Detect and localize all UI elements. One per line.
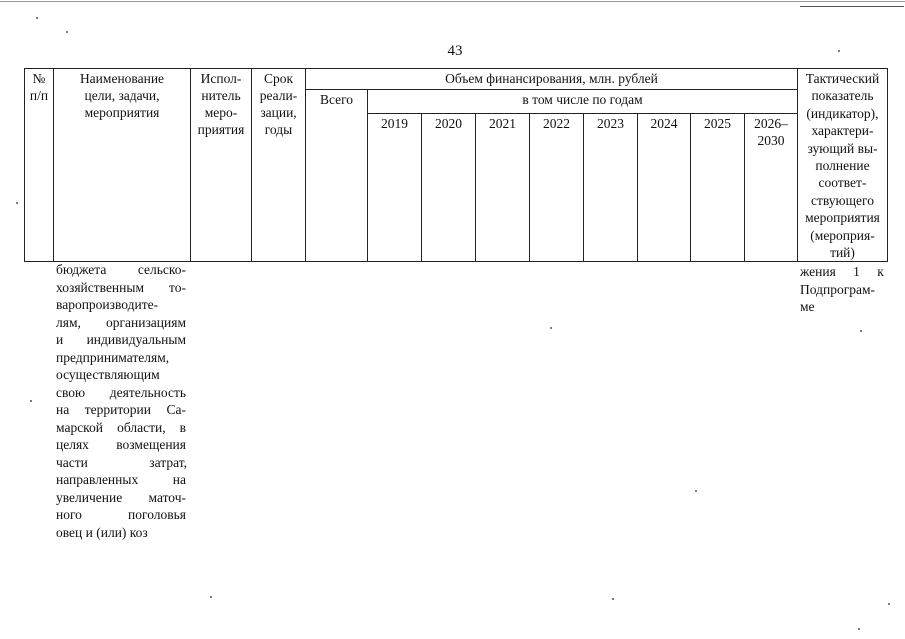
scan-speck [36,17,38,19]
year-2019-header: 2019 [368,114,422,262]
scan-speck [210,596,212,598]
financing-table-header [24,68,888,262]
scan-speck [550,327,552,329]
text-line: марской области, в [56,419,186,435]
financing-header: Объем финансирования, млн. рублей [306,69,798,90]
measure-description-text [56,261,186,541]
text-line: на территории Са- [56,402,186,417]
scan-speck [860,330,862,332]
scan-speck [695,490,697,492]
scan-top-edge-right [800,6,904,7]
scan-speck [66,31,68,33]
scan-speck [16,202,18,204]
year-2023-header: 2023 [584,114,638,262]
text-line: лям, организациям [56,314,186,330]
scan-speck [30,400,32,402]
text-line: и индивидуальным [56,332,186,347]
by-years-header: в том числе по годам [368,90,798,114]
text-line: увеличение маточ- [56,489,186,505]
text-line: целях возмещения [56,437,186,452]
text-line: предпринимателям, [56,349,170,365]
text-line: бюджета сельско- [56,262,186,277]
text-line: направленных на [56,472,186,487]
year-2020-header: 2020 [422,114,476,262]
col-number-header: № п/п [25,69,54,262]
col-indicator-header: Тактический показатель (индикатор), характери- зующий вы- полнение соответ- ствующего мероприятия (мероприя- тий) [798,69,888,262]
text-line: овец и (или) коз [56,524,148,540]
text-line: части затрат, [56,454,187,470]
indicator-continuation-text [800,263,886,316]
year-2026-2030-header: 2026– 2030 [745,114,798,262]
scan-speck [838,50,840,52]
page-number: 43 [447,43,463,59]
text-line: варопроизводите- [56,297,159,312]
year-2021-header: 2021 [476,114,530,262]
year-2022-header: 2022 [530,114,584,262]
year-2025-header: 2025 [691,114,745,262]
scan-speck [858,628,860,630]
text-line: ного поголовья [56,507,186,522]
text-line: жения 1 к [800,264,884,279]
text-line: Подпрограм- [800,281,876,297]
text-line: ме [800,299,815,314]
scan-speck [888,603,890,605]
text-line: свою деятельность [56,384,186,400]
col-executor-header: Испол- нитель меро- приятия [191,69,252,262]
year-2024-header: 2024 [638,114,691,262]
scan-top-edge [0,1,905,2]
col-term-header: Срок реали- зации, годы [252,69,306,262]
text-line: осуществляющим [56,367,160,382]
scan-speck [612,598,614,600]
col-name-header: Наименование цели, задачи, мероприятия [54,69,191,262]
col-total-header: Всего [306,90,368,262]
text-line: хозяйственным то- [56,279,186,295]
